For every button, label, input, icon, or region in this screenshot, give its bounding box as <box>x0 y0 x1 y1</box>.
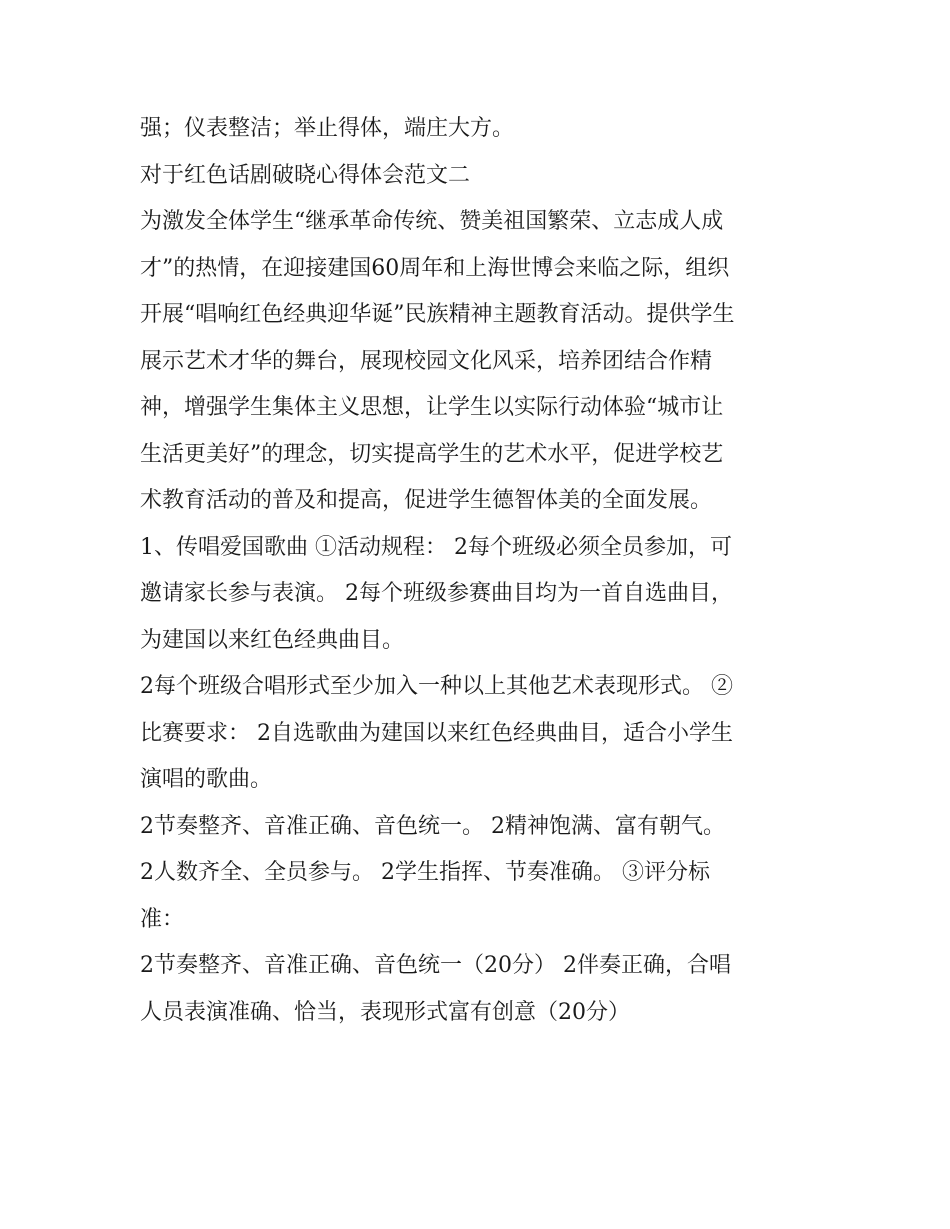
text-line: 邀请家长参与表演。 2每个班级参赛曲目均为一首自选曲目， <box>140 581 733 606</box>
text-line: 强；仪表整洁；举止得体，端庄大方。 <box>140 116 515 141</box>
text-line: 2人数齐全、全员参与。 2学生指挥、节奏准确。 ③评分标 <box>140 860 710 885</box>
text-line: 神，增强学生集体主义思想，让学生以实际行动体验“城市让 <box>140 395 724 420</box>
document-body <box>140 106 820 1036</box>
text-line: 为建国以来红色经典曲目。 <box>140 627 405 653</box>
text-line: 比赛要求： 2自选歌曲为建国以来红色经典曲目，适合小学生 <box>140 720 733 746</box>
text-line: 2节奏整齐、音准正确、音色统一。 2精神饱满、富有朝气。 <box>140 813 725 839</box>
text-line: 开展“唱响红色经典迎华诞”民族精神主题教育活动。提供学生 <box>140 302 735 327</box>
text-line: 2节奏整齐、音准正确、音色统一（20分） 2伴奏正确，合唱 <box>140 953 731 978</box>
text-line: 展示艺术才华的舞台，展现校园文化风采，培养团结合作精 <box>140 348 713 374</box>
section-heading: 对于红色话剧破晓心得体会范文二 <box>140 162 471 188</box>
text-line: 术教育活动的普及和提高，促进学生德智体美的全面发展。 <box>140 488 713 513</box>
text-line: 准： <box>140 906 185 932</box>
text-line: 1、传唱爱国歌曲 ①活动规程： 2每个班级必须全员参加，可 <box>140 534 732 560</box>
text-line: 演唱的歌曲。 <box>140 767 273 792</box>
text-line: 才”的热情，在迎接建国60周年和上海世博会来临之际，组织 <box>140 255 730 281</box>
text-line: 2每个班级合唱形式至少加入一种以上其他艺术表现形式。 ② <box>140 674 733 699</box>
text-line: 为激发全体学生“继承革命传统、赞美祖国繁荣、立志成人成 <box>140 209 724 234</box>
text-line: 人员表演准确、恰当，表现形式富有创意（20分） <box>140 999 630 1025</box>
text-line: 生活更美好”的理念，切实提高学生的艺术水平，促进学校艺 <box>140 441 724 467</box>
